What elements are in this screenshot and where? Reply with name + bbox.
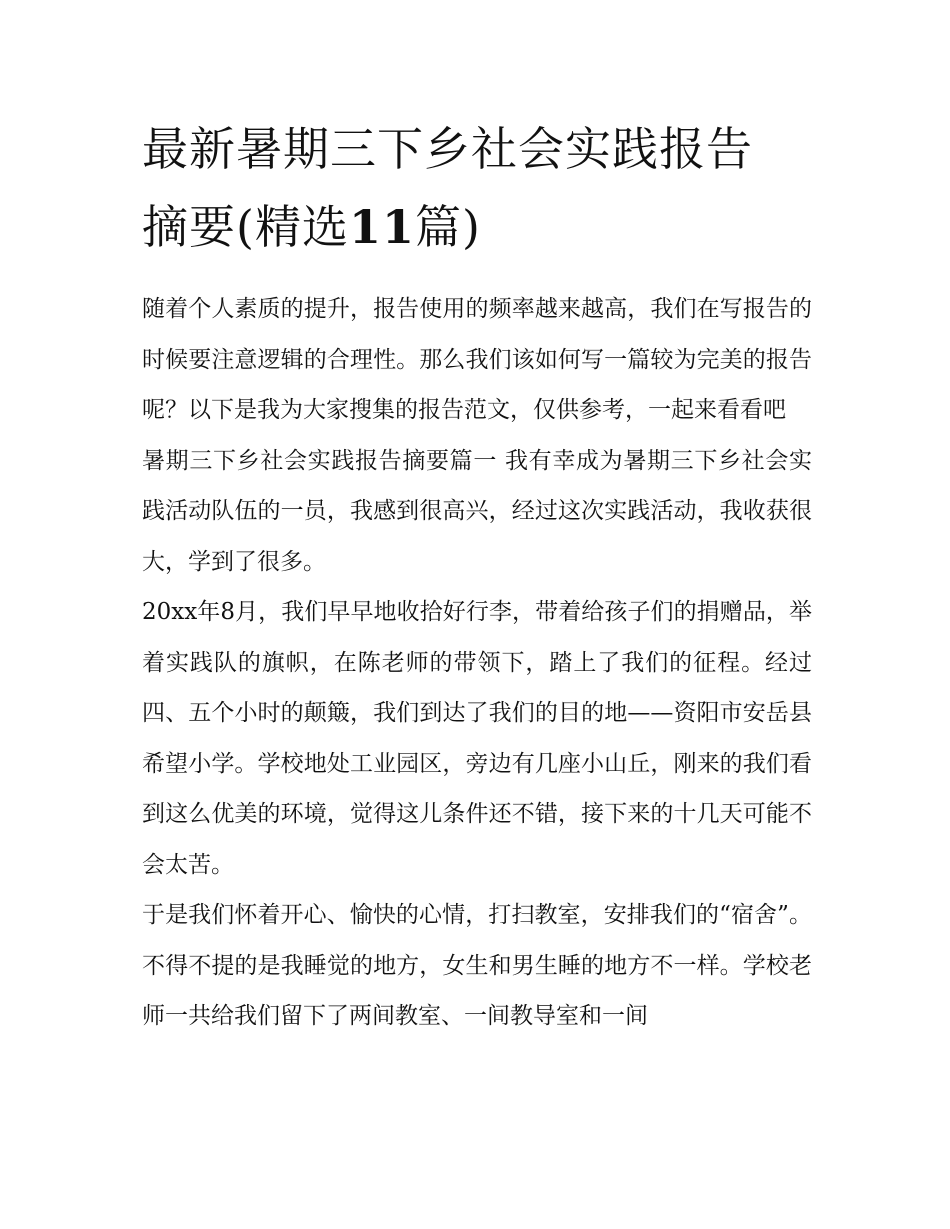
paragraph-intro: 随着个人素质的提升，报告使用的频率越来越高，我们在写报告的时候要注意逻辑的合理性。那么我们该如何写一篇较为完美的报告呢？以下是我为大家搜集的报告范文，仅供参考，一起来看看吧: [142, 296, 812, 423]
paragraph-dormitory: 于是我们怀着开心、愉快的心情，打扫教室，安排我们的“宿舍”。不得不提的是我睡觉的地方，女生和男生睡的地方不一样。学校老师一共给我们留下了两间教室、一间教导室和一间: [142, 902, 812, 1029]
title-line-2-suffix: 篇): [414, 200, 481, 254]
title-line-1: 最新暑期三下乡社会实践报告: [142, 122, 753, 176]
title-line-2-prefix: 摘要(精选: [142, 200, 349, 254]
paragraph-journey: 20xx年8月，我们早早地收拾好行李，带着给孩子们的捐赠品，举着实践队的旗帜，在陈老师的带领下，踏上了我们的征程。经过四、五个小时的颠簸，我们到达了我们的目的地——资阳市安岳县希望小学。学校地处工业园区，旁边有几座小山丘，刚来的我们看到这么优美的环境，觉得这儿条件还不错，接下来的十几天可能不会太苦。: [142, 599, 812, 878]
title-count: 11: [348, 200, 415, 254]
document-body: [142, 110, 812, 1042]
paragraph-section-one-opening: 暑期三下乡社会实践报告摘要篇一 我有幸成为暑期三下乡社会实践活动队伍的一员，我感到很高兴，经过这次实践活动，我收获很大，学到了很多。: [142, 447, 812, 575]
document-title: [142, 110, 812, 266]
